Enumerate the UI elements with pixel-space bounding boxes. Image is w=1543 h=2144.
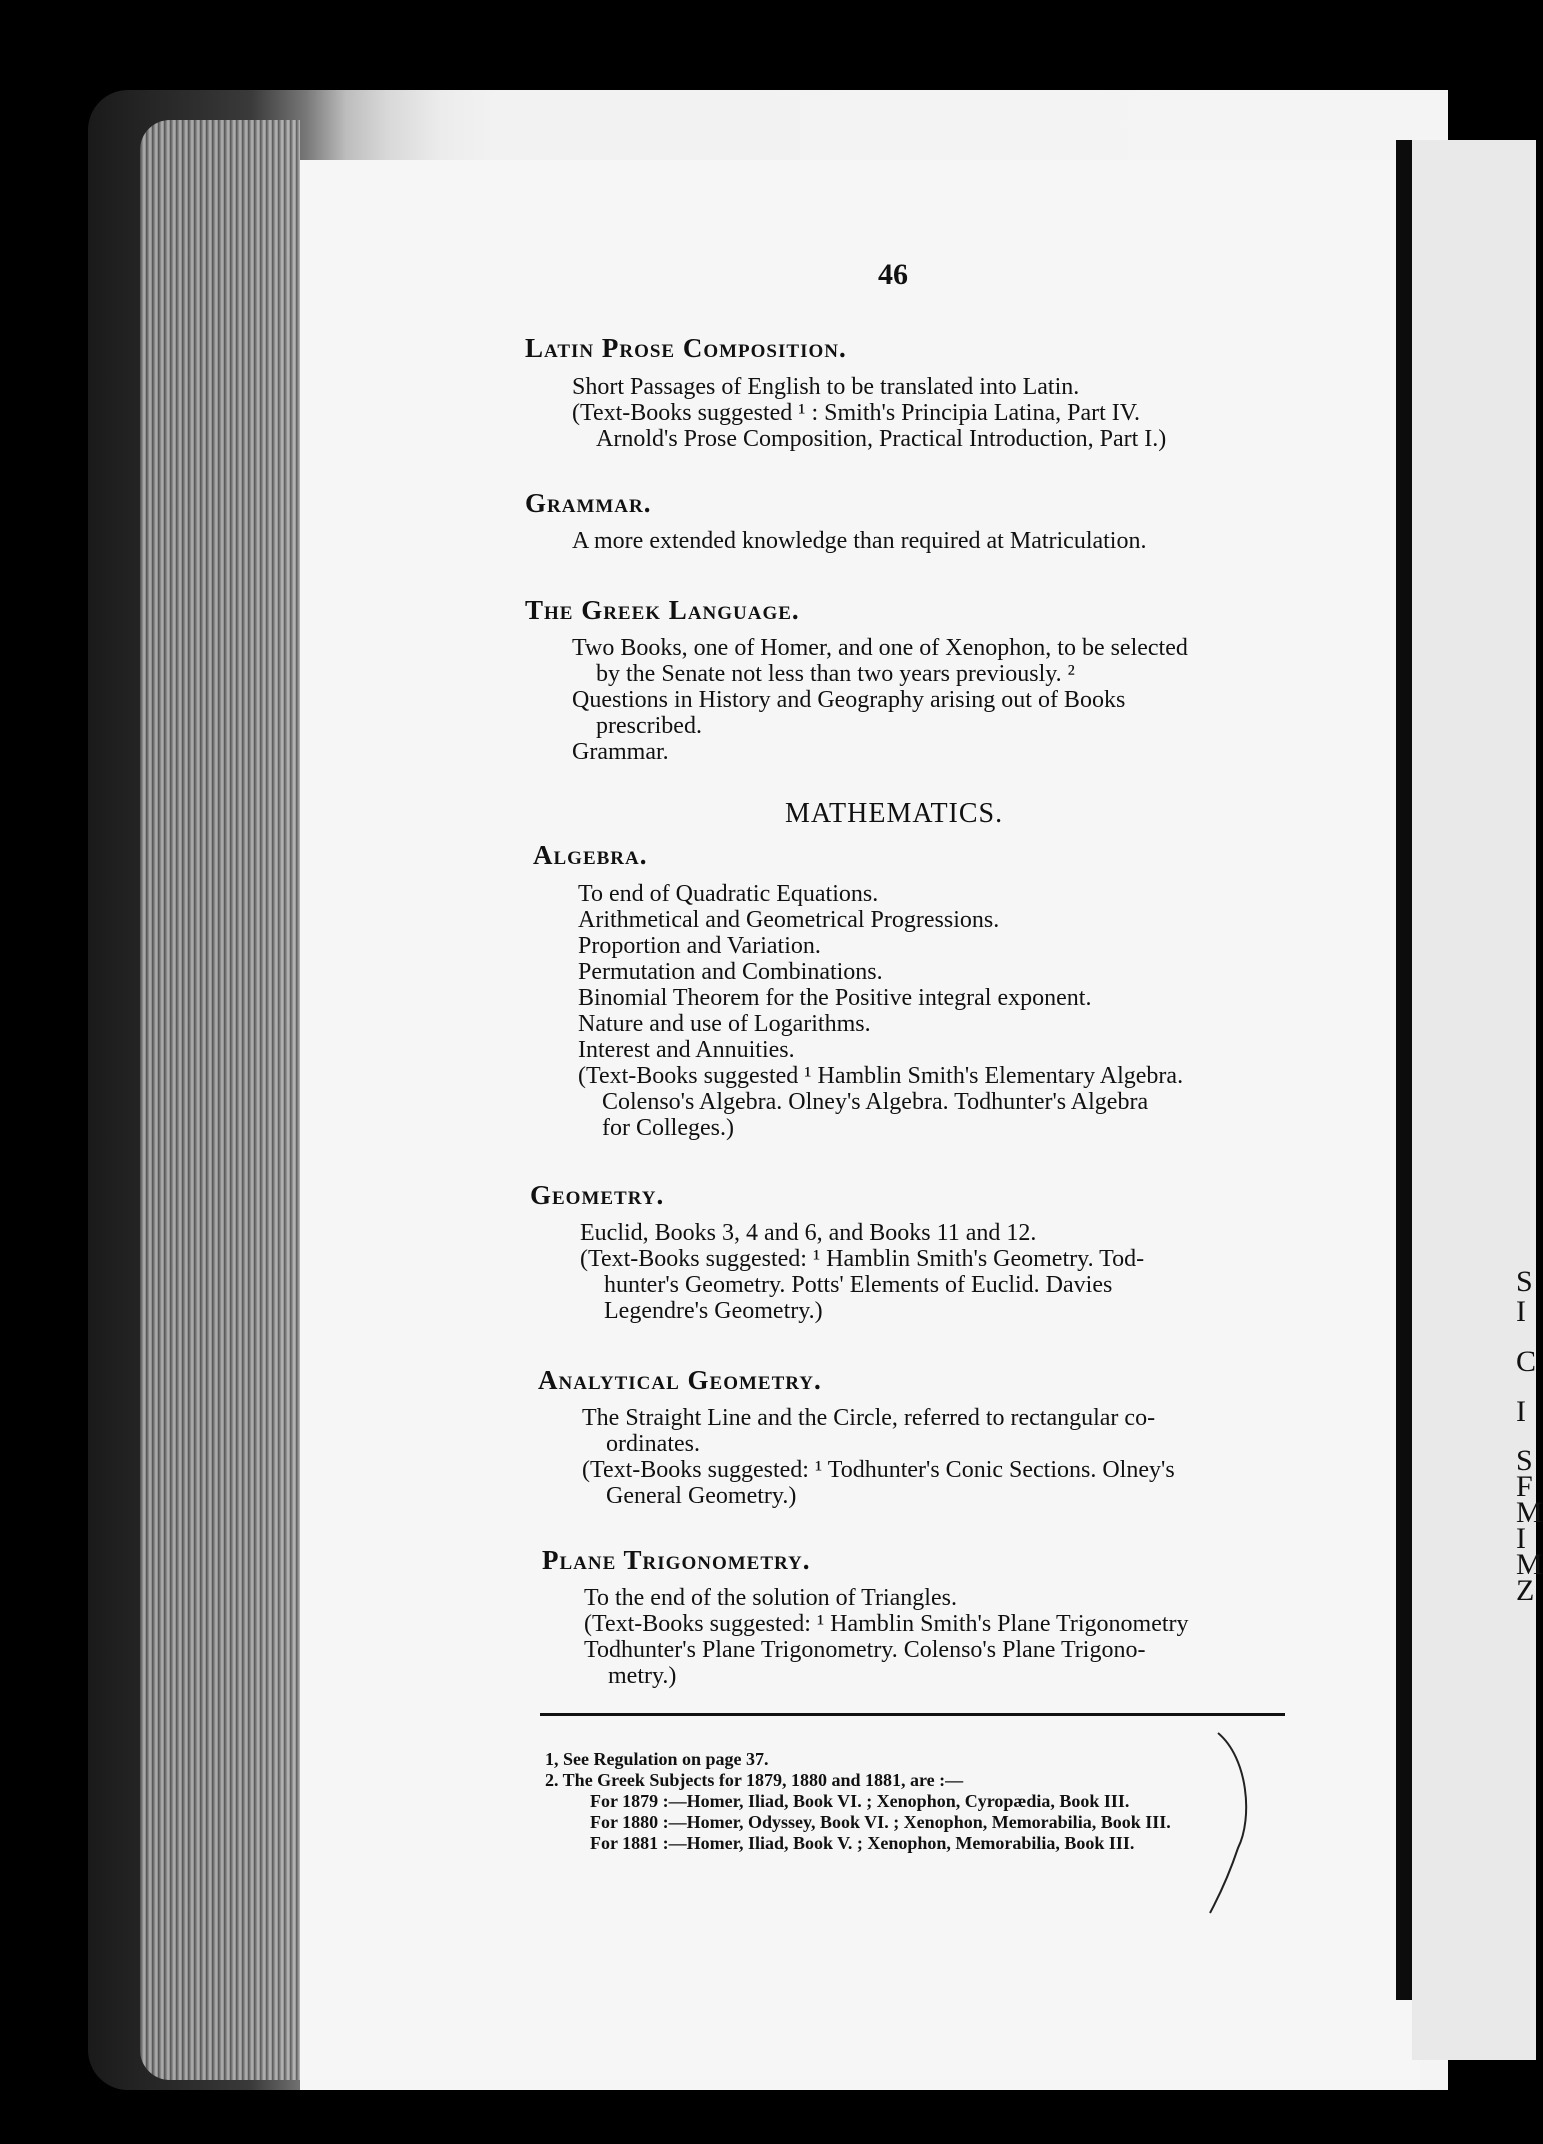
- footnote-rule: [540, 1713, 1285, 1716]
- text-line: ordinates.: [606, 1431, 700, 1457]
- footnote: For 1880 :—Homer, Odyssey, Book VI. ; Xenophon, Memorabilia, Book III.: [590, 1812, 1171, 1832]
- text-line: Short Passages of English to be translated into Latin.: [572, 374, 1080, 400]
- gutter: [1396, 140, 1412, 2000]
- text-line: To end of Quadratic Equations.: [578, 881, 879, 907]
- page-number: 46: [878, 258, 908, 291]
- text-line: metry.): [608, 1663, 677, 1689]
- text-line: Nature and use of Logarithms.: [578, 1011, 871, 1037]
- section-heading: Latin Prose Composition.: [525, 333, 847, 363]
- text-line: Arnold's Prose Composition, Practical Introduction, Part I.): [596, 426, 1167, 452]
- text-line: Binomial Theorem for the Positive integral exponent.: [578, 985, 1092, 1011]
- text-line: (Text-Books suggested ¹ : Smith's Principia Latina, Part IV.: [572, 400, 1141, 426]
- text-line: Grammar.: [572, 739, 669, 765]
- text-line: (Text-Books suggested: ¹ Hamblin Smith's Geometry. Tod-: [580, 1246, 1145, 1272]
- footnote: 2. The Greek Subjects for 1879, 1880 and 1881, are :—: [545, 1770, 964, 1790]
- text-line: (Text-Books suggested: ¹ Hamblin Smith's Plane Trigonometry: [584, 1611, 1189, 1637]
- mathematics-heading: MATHEMATICS.: [785, 798, 1004, 829]
- footnote: 1, See Regulation on page 37.: [545, 1749, 769, 1769]
- text-line: Euclid, Books 3, 4 and 6, and Books 11 and 12.: [580, 1220, 1037, 1246]
- next-page-edge: [1412, 140, 1536, 2060]
- text-line: Two Books, one of Homer, and one of Xenophon, to be selected: [572, 635, 1188, 661]
- section-heading: Geometry.: [530, 1180, 665, 1210]
- page-edges: [140, 120, 300, 2080]
- section-heading: The Greek Language.: [525, 595, 800, 625]
- text-line: Arithmetical and Geometrical Progressions.: [578, 907, 1000, 933]
- text-line: Permutation and Combinations.: [578, 959, 883, 985]
- text-line: for Colleges.): [602, 1115, 734, 1141]
- next-page-letter: I: [1516, 1295, 1526, 1328]
- text-line: (Text-Books suggested ¹ Hamblin Smith's Elementary Algebra.: [578, 1063, 1184, 1089]
- next-page-letter: Z: [1516, 1574, 1535, 1607]
- section-heading: Plane Trigonometry.: [542, 1545, 811, 1575]
- text-line: Questions in History and Geography arising out of Books: [572, 687, 1126, 713]
- next-page-letter: I: [1516, 1395, 1526, 1428]
- text-line: The Straight Line and the Circle, referred to rectangular co-: [582, 1405, 1156, 1431]
- footnote: For 1881 :—Homer, Iliad, Book V. ; Xenophon, Memorabilia, Book III.: [590, 1833, 1135, 1853]
- text-line: by the Senate not less than two years previously. ²: [596, 661, 1075, 687]
- next-page-letter: M: [1516, 1548, 1543, 1581]
- next-page-letter: S: [1516, 1265, 1533, 1298]
- section-heading: Analytical Geometry.: [538, 1365, 822, 1395]
- text-line: prescribed.: [596, 713, 702, 739]
- footnote: For 1879 :—Homer, Iliad, Book VI. ; Xenophon, Cyropædia, Book III.: [590, 1791, 1130, 1811]
- text-line: (Text-Books suggested: ¹ Todhunter's Conic Sections. Olney's: [582, 1457, 1175, 1483]
- next-page-letter: S: [1516, 1444, 1533, 1477]
- text-line: A more extended knowledge than required at Matriculation.: [572, 528, 1147, 554]
- handwritten-bracket: [1208, 1728, 1278, 1918]
- next-page-letter: I: [1516, 1522, 1526, 1555]
- text-line: hunter's Geometry. Potts' Elements of Euclid. Davies: [604, 1272, 1113, 1298]
- section-heading: Grammar.: [525, 488, 652, 518]
- text-line: Proportion and Variation.: [578, 933, 821, 959]
- text-line: Todhunter's Plane Trigonometry. Colenso's Plane Trigono-: [584, 1637, 1146, 1663]
- section-heading: Algebra.: [533, 840, 648, 870]
- text-line: Legendre's Geometry.): [604, 1298, 823, 1324]
- text-line: General Geometry.): [606, 1483, 797, 1509]
- next-page-letter: F: [1516, 1470, 1533, 1503]
- text-line: Colenso's Algebra. Olney's Algebra. Todhunter's Algebra: [602, 1089, 1149, 1115]
- next-page-letter: M: [1516, 1496, 1543, 1529]
- next-page-letter: C: [1516, 1345, 1537, 1378]
- text-line: To the end of the solution of Triangles.: [584, 1585, 957, 1611]
- text-line: Interest and Annuities.: [578, 1037, 795, 1063]
